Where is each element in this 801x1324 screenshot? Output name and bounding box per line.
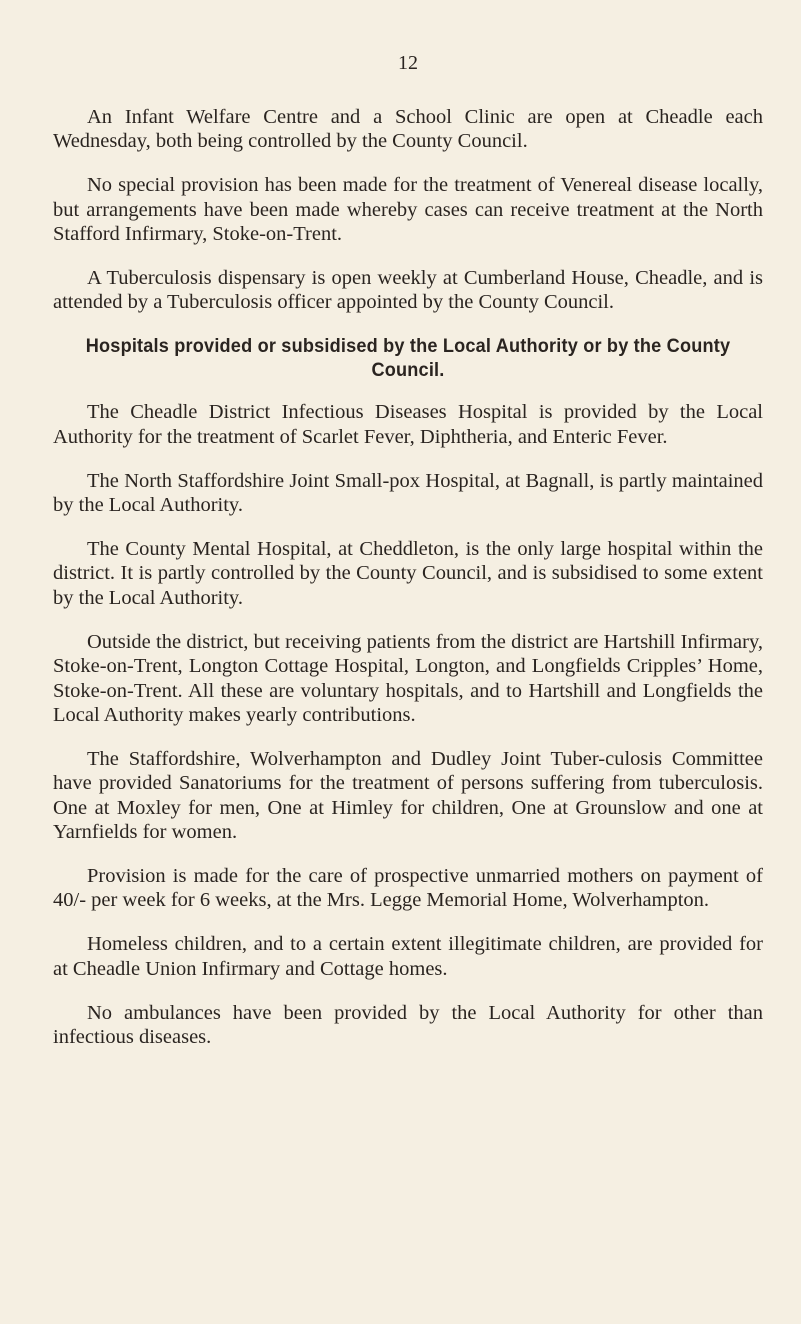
paragraph: An Infant Welfare Centre and a School Clinic are open at Cheadle each Wednesday, both being controlled by the County Council. [53, 106, 763, 153]
paragraph: A Tuberculosis dispensary is open weekly at Cumberland House, Cheadle, and is attended by a Tuberculosis officer appointed by the County Council. [53, 267, 763, 314]
paragraph: No special provision has been made for the treatment of Venereal disease locally, but arrangements have been made whereby cases can receive treatment at the North Stafford Infirmary, Stoke-on-Trent. [53, 174, 763, 246]
paragraph: Provision is made for the care of prospective unmarried mothers on payment of 40/- per week for 6 weeks, at the Mrs. Legge Memorial Home, Wolverhampton. [53, 864, 763, 912]
paragraph: The Staffordshire, Wolverhampton and Dudley Joint Tuber-culosis Committee have provided Sanatoriums for the treatment of persons suffering from tuberculosis. One at Moxley for men, One at Himley for children, One at Grounslow and one at Yarnfields for women. [53, 747, 763, 844]
paragraph: Outside the district, but receiving patients from the district are Hartshill Infirmary, Stoke-on-Trent, Longton Cottage Hospital, Longton, and Longfields Cripples’ Home, Stoke-on-Trent. All these are voluntary hospitals, and to Hartshill and Longfields the Local Authority makes yearly contributions. [53, 630, 763, 726]
paragraph: The North Staffordshire Joint Small-pox Hospital, at Bagnall, is partly maintained by the Local Authority. [53, 469, 763, 517]
section-heading: Hospitals provided or subsidised by the Local Authority or by the County Council. [85, 335, 731, 382]
page-number: 12 [398, 52, 418, 74]
paragraph: The Cheadle District Infectious Diseases Hospital is provided by the Local Authority for the treatment of Scarlet Fever, Diphtheria, and Enteric Fever. [53, 401, 763, 448]
paragraph: Homeless children, and to a certain extent illegitimate children, are provided for at Cheadle Union Infirmary and Cottage homes. [53, 933, 763, 980]
paragraph: The County Mental Hospital, at Cheddleton, is the only large hospital within the district. It is partly controlled by the County Council, and is subsidised to some extent by the Local Authority. [53, 537, 763, 609]
paragraph: No ambulances have been provided by the Local Authority for other than infectious diseases. [53, 1001, 763, 1048]
